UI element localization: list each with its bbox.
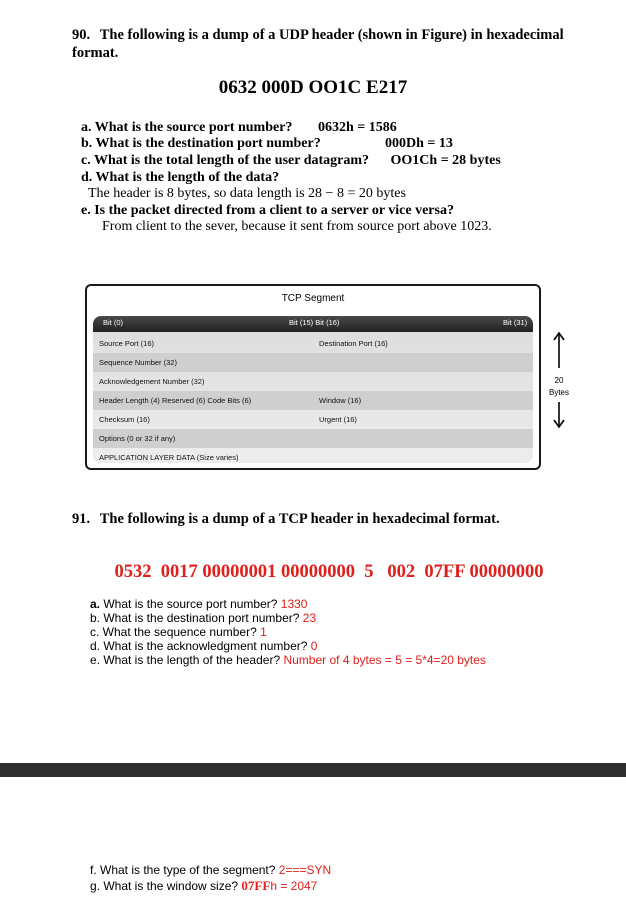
- q90-b-question: b. What is the destination port number?: [81, 136, 321, 151]
- row-left-cell: Acknowledgement Number (32): [99, 377, 205, 386]
- q91-title-text: The following is a dump of a TCP header in hexadecimal format.: [99, 511, 500, 527]
- bit-31-label: Bit (31): [503, 318, 528, 327]
- table-row: [93, 372, 533, 391]
- q91-number: 91.: [72, 511, 91, 527]
- table-row: [93, 391, 533, 410]
- bit-0-label: Bit (0): [103, 318, 124, 327]
- q90-d-answer: The header is 8 bytes, so data length is 28 − 8 = 20 bytes: [88, 186, 406, 201]
- q91-f: [90, 863, 331, 877]
- row-right-cell: Window (16): [319, 396, 362, 405]
- q91-a-prefix: a.: [90, 597, 101, 611]
- q91-b-question: b. What is the destination port number?: [90, 611, 300, 625]
- q91-e: [90, 653, 486, 667]
- q91-c-question: c. What the sequence number?: [90, 625, 257, 639]
- q91-b: [90, 611, 316, 625]
- q91-a-answer: 1330: [280, 597, 308, 611]
- q90-d-question: d. What is the length of the data?: [81, 170, 280, 185]
- tcp-segment-figure: [85, 284, 541, 470]
- row-left-cell: Options (0 or 32 if any): [99, 434, 176, 443]
- q91-c-answer: 1: [260, 625, 267, 639]
- q90-d: [81, 170, 279, 186]
- bit-15-16-label: Bit (15) Bit (16): [289, 318, 340, 327]
- page-divider: [0, 763, 626, 777]
- q90-c-question: c. What is the total length of the user datagram?: [81, 153, 370, 168]
- q90-number: 90.: [72, 27, 91, 43]
- row-right-cell: Destination Port (16): [319, 339, 388, 348]
- q91-b-answer: 23: [302, 611, 317, 625]
- q91-c: [90, 625, 267, 639]
- table-row: [93, 410, 533, 429]
- row-left-cell: Sequence Number (32): [99, 358, 177, 367]
- q91-a-question: What is the source port number?: [100, 597, 278, 611]
- row-left-cell: Checksum (16): [99, 415, 150, 424]
- size-unit: Bytes: [548, 388, 569, 397]
- q90-hex-dump: 0632 000D OO1C E217: [218, 77, 408, 98]
- row-left-cell: Source Port (16): [99, 339, 155, 348]
- q90-c: [81, 153, 501, 169]
- q91-hex-dump: 0532 0017 00000001 00000000 5 002 07FF 00000000: [114, 562, 544, 582]
- row-left-cell: APPLICATION LAYER DATA (Size varies): [99, 453, 239, 462]
- q90-a: [81, 120, 397, 136]
- table-row: [93, 334, 533, 353]
- row-right-cell: Urgent (16): [319, 415, 357, 424]
- q91-a: [90, 597, 307, 611]
- q91-e-answer: Number of 4 bytes = 5 = 5*4=20 bytes: [283, 653, 486, 667]
- q90-a-answer: 0632h = 1586: [317, 120, 397, 135]
- q90-a-question: a. What is the source port number?: [81, 120, 293, 135]
- size-value: 20: [554, 376, 564, 385]
- q91-d-question: d. What is the acknowledgment number?: [90, 639, 308, 653]
- table-row: [93, 448, 533, 467]
- q90-b-answer: 000Dh = 13: [385, 136, 453, 151]
- q91-g: [90, 878, 317, 894]
- q90-title: [72, 26, 572, 62]
- q91-g-answer-hex: 07FF: [241, 878, 271, 893]
- bit-header-bar: [93, 316, 533, 332]
- q91-d-answer: 0: [310, 639, 318, 653]
- q90-e-answer: From client to the sever, because it sent from source port above 1023.: [102, 219, 492, 234]
- q90-e-question: e. Is the packet directed from a client to a server or vice versa?: [81, 203, 454, 218]
- q91-d: [90, 639, 317, 653]
- table-row: [93, 429, 533, 448]
- q90-e: [81, 203, 454, 219]
- q91-g-question: g. What is the window size?: [90, 879, 239, 893]
- q90-title-text: The following is a dump of a UDP header (shown in Figure) in hexadecimal format.: [72, 27, 564, 61]
- q91-g-answer-rest: h = 2047: [270, 879, 318, 893]
- figure-title: TCP Segment: [281, 293, 345, 304]
- row-left-cell: Header Length (4) Reserved (6) Code Bits (6): [99, 396, 252, 405]
- q91-title: [72, 511, 500, 528]
- q90-c-answer: OO1Ch = 28 bytes: [390, 153, 501, 168]
- q91-f-answer: 2===SYN: [278, 863, 332, 877]
- q90-b: [81, 136, 453, 152]
- q91-g-answer: [241, 879, 317, 893]
- tcp-segment-table: [93, 316, 533, 463]
- q91-f-question: f. What is the type of the segment?: [90, 863, 276, 877]
- header-size-indicator: [541, 330, 577, 430]
- q91-e-question: e. What is the length of the header?: [90, 653, 281, 667]
- table-row: [93, 353, 533, 372]
